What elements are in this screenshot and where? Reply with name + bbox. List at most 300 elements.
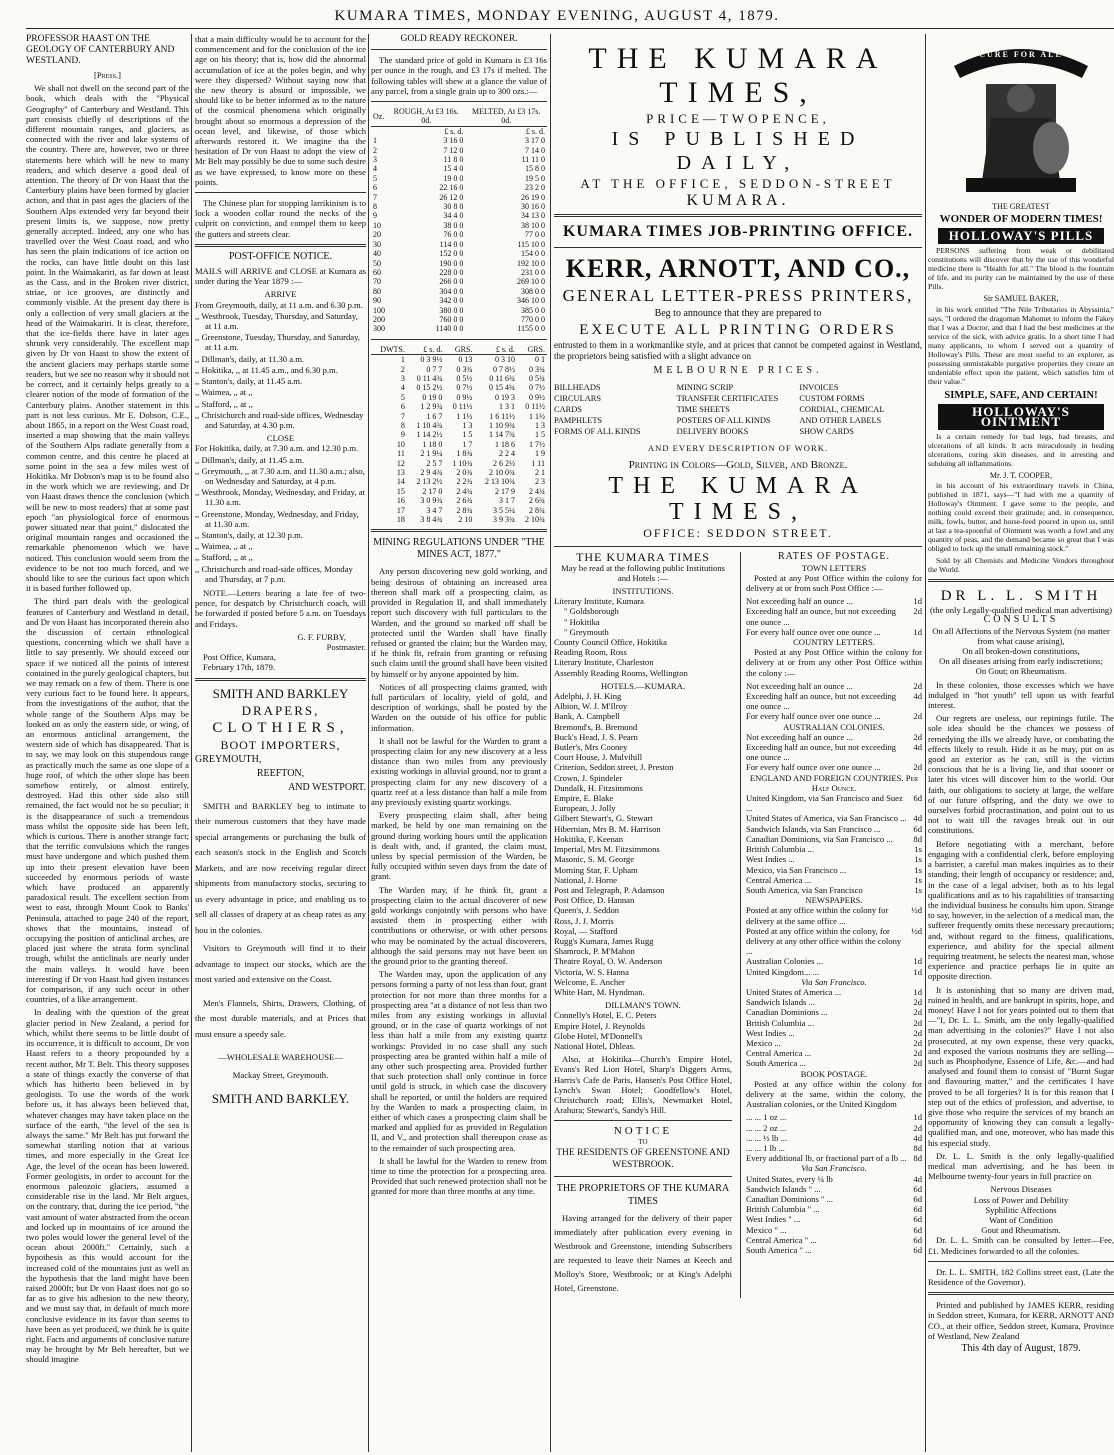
rate-value: 6d — [913, 1204, 922, 1215]
table-cell: 3 — [400, 373, 405, 383]
rate-value: 2d — [913, 1007, 922, 1018]
rate-value: 2d — [913, 711, 922, 722]
table-cell: 1 10 4¾ — [416, 421, 443, 431]
oz-table-body — [371, 136, 547, 334]
table-cell: 1 2 9¾ — [420, 402, 443, 412]
dwt-row — [371, 393, 547, 402]
hotel-item: Post Office, D. Hannan — [554, 895, 635, 906]
table-cell: 26 12 0 — [439, 192, 464, 202]
dr-paragraph: Dr. L. L. Smith is the only legally-qualified medical man advertising, and he has been in Melbourne twenty-four years in full practice on — [928, 1150, 1114, 1182]
hotel-item: Hokitika, F. Keenan — [554, 833, 624, 844]
institutions-heading: INSTITUTIONS. — [612, 586, 674, 597]
rate-label: Exceeding half an ounce, but not exceeding one ounce ... — [745, 606, 897, 627]
arrive-heading: ARRIVE — [264, 289, 297, 300]
table-cell: 2 8¾ — [456, 505, 473, 515]
column-1 — [26, 34, 189, 1452]
rate-value: 6d — [913, 1183, 922, 1194]
close-item: ,, Stafford, ,, at ,, — [195, 552, 253, 563]
printing-item: SHOW CARDS — [799, 427, 854, 437]
dwts-header: DWTS. — [371, 345, 407, 355]
mining-paragraph: Every prospecting claim shall, after being marked, be held by one man remaining on the ground during working hours until the application is dealt with, and, if granted, the claim must, unless by special permission of the Warden, be fully occupied within seven days from the date of grant. — [371, 810, 547, 882]
table-cell: 4 — [373, 164, 377, 174]
mining-paragraph: Notices of all prospecting claims granted, with full particulars of locality, yield of gold, and description of workings, shall be posted by the Warden on the outside of his office for public information. — [371, 681, 547, 733]
dwt-row — [371, 468, 547, 477]
table-cell: 2 0¾ — [456, 468, 473, 478]
hotel-item: Crown, J. Spindeler — [554, 772, 623, 783]
hotel-item: Theatre Royal, O. W. Anderson — [554, 956, 663, 967]
rate-value: 6d — [913, 1214, 922, 1225]
melbourne-prices: MELBOURNE PRICES. — [653, 365, 823, 376]
table-cell: 3 0 9¾ — [420, 496, 443, 506]
table-cell: 9 — [373, 211, 377, 221]
reckoner-title: GOLD READY RECKONER. — [400, 34, 518, 44]
printing-item: BILLHEADS — [554, 383, 601, 393]
post-office-note: NOTE.—Letters bearing a late fee of two-pence, for despatch by Christchurch coach, will be forwarded if posted before 5 a.m. on Tuesdays and Fridays. — [195, 587, 366, 629]
rate-value: ½d — [911, 905, 922, 916]
dr-paragraph: Our regrets are useless, our repinings futile. The sole idea should be the chances we possess of remedying the ills we already have, or combating the effects likely to result. Hide it as he may, put on as good an exterior as he can, still is the victim conscious that he is a living lie, and that sooner or later his vices will discover him to the world. Our faith, our obligations to society at large, the welfare of our future offspring, and the duty we owe to ourselves forbid procrastination, and point out to us not to wait till the ravages break out in our constitutions. — [928, 713, 1114, 836]
lsd-header: £ s. d. — [525, 126, 545, 136]
rate-row — [746, 987, 922, 997]
hotel-item: Queen's, J. Seddon — [554, 905, 620, 916]
letterpress-printers: GENERAL LETTER-PRESS PRINTERS, — [562, 286, 914, 305]
oz-row — [371, 306, 547, 315]
holloways-pills: HOLLOWAY'S PILLS — [938, 228, 1104, 244]
printing-colors: Printing in Colors—Gold, Silver, and Bronze. — [628, 459, 848, 472]
table-cell: 2 10 0¾ — [488, 468, 515, 478]
table-cell: 3 9 3¾ — [492, 515, 515, 525]
table-cell: 1 9 — [535, 449, 545, 459]
hotel-item: Bremond's, B. Bremond — [554, 721, 638, 732]
sb-clothiers: CLOTHIERS, — [212, 719, 349, 736]
baker-name: Sir SAMUEL BAKER, — [983, 294, 1059, 304]
rate-value: 1d — [913, 596, 922, 607]
hotel-item: Masonic, S. M. George — [554, 854, 635, 865]
table-cell: 1 3 — [535, 421, 545, 431]
table-cell: 26 19 0 — [521, 192, 545, 202]
divider — [195, 192, 366, 193]
hotel-item: Morning Star, F. Upham — [554, 864, 638, 875]
table-cell: 60 — [373, 267, 381, 277]
country-heading: COUNTRY LETTERS. — [793, 637, 875, 648]
rate-row — [746, 1133, 922, 1143]
dwt-row — [371, 430, 547, 439]
kt-title-2: THE KUMARA TIMES, — [608, 473, 868, 526]
close-item: ,, Christchurch and road-side offices, Monday and Thursday, at 7 p.m. — [195, 563, 353, 584]
column-rule — [191, 34, 192, 1452]
country-rates — [746, 681, 922, 722]
dwt-table — [371, 345, 547, 525]
town-heading: TOWN LETTERS — [801, 562, 867, 573]
mining-paragraph: The Warden may, if he think fit, grant a prospecting claim to the actual discoverer of new gold workings conjointly with persons who have assisted them in prospecting either with contributions or otherwise, or with other persons who may be nominated by the actual discoverers, although the said persons may not have been on the ground prior to the granting thereof. — [371, 884, 547, 966]
rate-row — [746, 1028, 922, 1038]
rate-label: Canadian Dominions " ... — [745, 1194, 834, 1204]
table-cell: 34 4 0 — [443, 211, 464, 221]
table-cell: 12 — [396, 458, 405, 468]
sb-address: Mackay Street, Greymouth. — [232, 1070, 329, 1081]
table-cell: 1140 0 0 — [435, 324, 464, 334]
rate-row — [746, 956, 922, 966]
table-cell: 11 8 0 — [443, 155, 464, 165]
table-cell: 0 15 2½ — [416, 383, 443, 393]
table-cell: 3 1 7 — [498, 496, 515, 506]
rate-row — [746, 711, 922, 721]
table-cell: 15 8 0 — [525, 164, 545, 174]
rate-value: 1s — [914, 884, 922, 895]
dwt-row — [371, 449, 547, 458]
table-cell: 30 16 0 — [521, 202, 545, 212]
rate-row — [746, 1245, 922, 1255]
divider — [195, 678, 366, 681]
article-paragraph: In dealing with the question of the great glacier period in New Zealand, a period for which, whilst there seems to be little doubt of its occurrence, it is difficult to account, Dr von Haast refers to a theory propounded by a recent author, Mr T. Belt. This theory supposes a state of things exactly the converse of that which has hitherto been believed in by geologists. To use the words of the work before us, it has always been believed that, whatever changes may have taken place on the surface of the earth, "the level of the sea is always the same." Mr Belt has put forward the somewhat startling notion that at various times, and more especially in the Great Ice Age, the level of the ocean has been lowered. Former geologists, in order to account for the enormous paleozoic glaciers, assumed a considerable rise in the land. Mr Belt argues, on the contrary, that, during the ice period, "the vast amount of water abstracted from the ocean and locked up in mountains of ice around the two poles would lower the general level of the ocean about 2000ft." Certainly, such a hypothesis as this would account for the increased cold of the mountains just as well as the hypothesis that the land might have been raised 2000ft; but Dr von Haast does not go so far as to give his adhesion to the new theory, and we must say that, in default of much more conclusive evidence in its favor than seems to have been as yet produced, we think he is quite right. Facts and arguments of conclusive nature may be brought by Mr Belt hereafter, but we should imagine — [26, 1007, 189, 1365]
printing-item: AND OTHER LABELS — [799, 416, 882, 426]
dr-paragraph: It is astonishing that so many are driven mad, ruined in health, and are bankrupt in spirits, hope, and money! Have I not for years pointed out to them that—"I, Dr. L. L. Smith, am the only legally-qualified man advertising in the colonies?" Have I not also prosecuted, at my own expense, these very quacks, and exposed the various nostrums they are selling—such as Phosphodyne, Essence of Life, &c.—and had analysed and found them to consist of "Burnt Sugar and flavouring matter," and the certificates I have proved to be all forgeries? It is for this reason that I step out of the ethics of profession, and advertise, to give those who require the services of my branch an opportunity of knowing they can consult a legally-qualified man, and one, moreover, who has made this his especial study. — [928, 984, 1114, 1148]
table-cell: 70 — [373, 277, 381, 287]
rate-label: United Kingdom... ... — [745, 966, 820, 977]
rate-row — [746, 875, 922, 885]
table-cell: 192 10 0 — [517, 258, 545, 268]
institution: Literary Institute, Charleston — [554, 657, 654, 668]
table-cell: 2 6¾ — [529, 496, 545, 506]
column-rule — [368, 34, 369, 1452]
rate-row — [746, 844, 922, 854]
column-rule — [550, 34, 551, 1452]
table-cell: 1 1½ — [456, 411, 473, 421]
dwt-row — [371, 477, 547, 486]
table-cell: 266 0 0 — [439, 277, 464, 287]
arrive-item: ,, Waimea, ,, at ,, — [195, 387, 253, 398]
table-cell: 0 11½ — [452, 402, 473, 412]
close-item: ,, Westbrook, Monday, Wednesday, and Friday, at 11.30 a.m. — [195, 487, 365, 508]
rate-value: 2d — [913, 1122, 922, 1133]
institution: Assembly Reading Rooms, Wellington — [554, 667, 688, 678]
oz-row — [371, 183, 547, 192]
rate-label: ... ... 2 oz ... — [745, 1122, 787, 1133]
oz-row — [371, 287, 547, 296]
article-continuation: that a main difficulty would be to account for the commencement and for the conclusion of the ice age on his theory; that is, how did the abnormal accumulation of ice at the poles begin, and why were they dispersed? Without saying now that the new theory is absurd or impossible, we should like to be better informed as to the nature of the cosmical phenomena which originally brought about so enormous a depression of the ocean level, and likewise, of those which afterwards restored it. We imagine tha the hesitation of Dr von Haast to adopt the view of Mr Belt may possibly be due to some such desire as we have expressed, to know more on these points. — [195, 34, 366, 187]
oz-row — [371, 155, 547, 164]
hotel-item: Bank, A. Campbell — [554, 711, 620, 722]
holloways-ointment: HOLLOWAY'S OINTMENT — [938, 404, 1104, 430]
melted-header: MELTED, At £3 17s. 0d. — [465, 107, 547, 126]
dr-address: Dr. L. L. SMITH, 182 Collins street east, (Late the Residence of the Governor). — [928, 1266, 1114, 1288]
rate-value: 1d — [913, 1112, 922, 1123]
column-rule — [925, 34, 926, 1452]
consults: CONSULTS — [983, 614, 1059, 626]
ointment-body: Is a certain remedy for bad legs, bad breasts, and ulcerations of all kinds. It acts miraculously in healing ulcerations, curing skin diseases, and in arresting and subduing all inflammations. — [928, 432, 1114, 469]
table-cell: 2 3 — [535, 477, 545, 487]
table-cell: 19 0 0 — [443, 173, 464, 183]
sb-visitors: Visitors to Greymouth will find it to their advantage to inspect our stocks, which are the most varied and extensive on the Coast. — [195, 943, 366, 985]
kt-kumara: KUMARA. — [686, 192, 790, 209]
institution: Literary Institute, Kumara — [554, 596, 644, 607]
article-paragraph: The third part deals with the geological features of Canterbury and Westland in detail, and Dr von Haast has incorporated therein also the discussion of certain ethnological questions, concerning which we shall have a little to say presently. We should exceed our space if we noticed all the points of interest contained in the purely geological chapters, but we may remark on a few of them. There is one very curious fact to be found here. It appears, from the investigations of the author, that the whole range of the Southern Alps may be looked on as only the eastern side, or wing, of an enormous anticlinal arrangement, the western side of which has disappeared. That is to say, we may look on this stupendous range as practically much the same as one slope of a huge roof, of which the other slope has been somehow entirely, or almost entirely, destroyed. Had this other side also still remained, the fact would not be so peculiar; it is the disappearance of such a tremendous mass whilst the opposite side has been left, which is curious. There is another strange fact; that the terrific convulsions which the ranges must have undergone and which pushed them up into their present elevation have been succeeded by enormous periods of waste which have produced an apparently paradoxical result. The excellent section from west to east, through Mount Cook to Banks' Peninsula, attached to page 240 of the report, shows that the mountains, instead of occupying the position of anticlinal arches, are placed just where the strata form synclinal trough, whilst the anticlinals are nearly under the main valleys. It would have been interesting if Dr von Haast had given instances for comparison, if any such occur in other countries, of a like arrangement. — [26, 596, 189, 1005]
hotel-item: National, J. Horne — [554, 874, 618, 885]
rate-label: United States of America, via San Francisco ... — [745, 813, 907, 824]
table-cell: 8 — [373, 202, 377, 212]
table-cell: 300 — [373, 324, 385, 334]
table-cell: 2 9 4¾ — [420, 468, 443, 478]
every-description: AND EVERY DESCRIPTION OF WORK. — [647, 443, 829, 454]
table-cell: 77 0 0 — [525, 230, 545, 240]
table-cell: 304 0 0 — [439, 286, 464, 296]
rate-value: 4d — [913, 691, 922, 702]
table-cell: 2 1 9¼ — [420, 449, 443, 459]
table-cell: 15 4 0 — [443, 164, 464, 174]
sb-boot: BOOT IMPORTERS, — [220, 737, 341, 752]
table-cell: 14 — [396, 477, 405, 487]
oz-row — [371, 249, 547, 258]
rate-label: British Columbia ... — [745, 1017, 815, 1028]
arrive-item: ,, Hokitika, ,, at 11.45 a.m., and 6.30 p.m. — [195, 364, 338, 375]
arrive-item: ,, Greenstone, Tuesday, Thursday, and Saturday, at 11 a.m. — [195, 332, 361, 353]
dr-paragraph: Before negotiating with a merchant, before engaging with a confidential clerk, before employing a barrister, a careful man makes inquiries as to their standing, their length of occupancy or residence; and, in the case of a legal adviser, both as to his legal qualifications and as to his capabilities of transacting the individual business he consults him upon. Strange to say, however, in the selection of a medical man, the sufferer frequently omits these necessary precautions; and, without regard to the fitness, qualifications, experience, and ability for the special ailment requiring treatment, he selects the nearest man, whose experience and practice perhaps lie in quite an opposite direction. — [928, 838, 1114, 982]
rates-heading: RATES OF POSTAGE. — [777, 551, 891, 563]
hotel-item: Victoria, W. S. Hanna — [554, 966, 629, 977]
table-cell: 2 13 2½ — [416, 477, 443, 487]
dr-list-item: Gout and Rheumatism. — [981, 1225, 1061, 1236]
proprietors-body: Having arranged for the delivery of their paper immediately after publication every evening in Westbrook and Greenstone, intending Subscribers are requested to leave their Names at Keech and Molloy's Store, Westbrook; or at King's Adelphi Hotel, Greenstone. — [554, 1212, 732, 1293]
smith-barkley-title: SMITH AND BARKLEY — [212, 685, 349, 701]
table-cell: 1 18 0 — [422, 439, 443, 449]
table-cell: 0 15 4¾ — [488, 383, 515, 393]
table-cell: 1 8¾ — [456, 449, 473, 459]
hotel-item: Hibernian, Mrs B. M. Harrison — [554, 823, 661, 834]
table-cell: 5 — [400, 392, 405, 402]
rate-row — [746, 1214, 922, 1224]
rate-value: 4d — [913, 1173, 922, 1184]
rate-row — [746, 1112, 922, 1122]
dwt-row — [371, 355, 547, 365]
divider — [371, 339, 547, 340]
rate-row — [746, 967, 922, 977]
pills-body: PERSONS suffering from weak or debilitated constitutions will discover that by the use of this wonderful medicine there is "Health for all." The blood is the fountain of life, and its purity can be maintained by the use of these Pills. — [928, 246, 1114, 292]
divider — [371, 101, 547, 102]
table-cell: 2 17 0 — [422, 486, 443, 496]
close-item: ,, Greymouth, ,, at 7.30 a.m. and 11.30 a.m.; also, on Wednesday and Saturday, at 4 p.m. — [195, 465, 365, 486]
printing-item: PAMPHLETS — [554, 416, 603, 426]
news-heading: NEWSPAPERS. — [805, 895, 863, 906]
table-cell: 200 — [373, 314, 385, 324]
rate-row — [746, 834, 922, 844]
table-cell: 2 — [373, 145, 377, 155]
rate-value: 4d — [913, 1132, 922, 1143]
postmaster-title: Postmaster. — [326, 641, 366, 652]
rate-label: Posted at any office within the colony, for delivery at any other office within the colony ... — [745, 925, 902, 957]
rate-row — [746, 1184, 922, 1194]
table-cell: 76 0 0 — [443, 230, 464, 240]
table-cell: 0 7½ — [456, 383, 473, 393]
table-cell: 10 — [373, 220, 381, 230]
oz-row — [371, 296, 547, 305]
table-cell: 1 5 — [462, 430, 473, 440]
table-cell: 231 0 0 — [521, 267, 545, 277]
table-cell: 1 — [373, 136, 377, 146]
printing-item: CIRCULARS — [554, 394, 602, 404]
rate-label: Central America ... — [745, 874, 812, 885]
sb-westport: AND WESTPORT. — [288, 781, 366, 793]
eng-heading: ENGLAND AND FOREIGN COUNTRIES. Per Half Ounce. — [749, 772, 919, 793]
table-cell: 342 0 0 — [439, 296, 464, 306]
rate-label: South America ... — [745, 1058, 806, 1069]
rate-label: Not exceeding half an ounce ... — [745, 731, 853, 742]
news-rates — [746, 905, 922, 976]
table-cell: 0 13 — [458, 355, 473, 365]
rate-value: 1s — [914, 874, 922, 885]
rate-value: 1d — [913, 986, 922, 997]
table-cell: 30 8 0 — [443, 202, 464, 212]
table-cell: 4 — [400, 383, 405, 393]
arrive-item: ,, Christchurch and road-side offices, Wednesday and Saturday, at 4.30 p.m. — [195, 409, 364, 430]
read-subtitle: May be read at the following public Institutions and Hotels :— — [561, 562, 725, 583]
arrive-item: ,, Stanton's, daily, at 11.45 a.m. — [195, 376, 303, 387]
execute-orders: EXECUTE ALL PRINTING ORDERS — [579, 322, 897, 338]
press-credit: [Press.] — [94, 70, 121, 80]
close-item: ,, Greenstone, Monday, Wednesday, and Friday, at 11.30 a.m. — [195, 508, 359, 529]
rate-label: Sandwich Islands " ... — [745, 1183, 821, 1194]
rate-label: Central America " ... — [745, 1234, 817, 1245]
table-cell: 2 2¾ — [456, 477, 473, 487]
rate-row — [746, 1007, 922, 1017]
divider — [928, 579, 1114, 582]
rate-value: 8d — [913, 1142, 922, 1153]
dr-list-item: Loss of Power and Debility — [973, 1194, 1069, 1205]
rate-label: Sandwich Islands ... — [745, 997, 815, 1008]
rate-row — [746, 1058, 922, 1068]
vsf2-rates — [746, 1174, 922, 1256]
table-cell: 1 14 2½ — [416, 430, 443, 440]
oz-row — [371, 277, 547, 286]
rate-label: West Indies ... — [745, 854, 795, 865]
oz-row — [371, 164, 547, 173]
rate-value: 2d — [913, 606, 922, 617]
rate-label: Australian Colonies ... — [745, 956, 824, 967]
arrive-item: ,, Westbrook, Tuesday, Thursday, and Saturday, at 11 a.m. — [195, 310, 358, 332]
printing-item: CUSTOM FORMS — [799, 394, 865, 404]
book-heading: BOOK POSTAGE. — [800, 1068, 868, 1079]
proprietors-heading: THE PROPRIETORS OF THE KUMARA TIMES — [556, 1182, 730, 1207]
rate-label: Sandwich Islands, via San Francisco ... — [745, 823, 881, 834]
divider — [554, 247, 922, 248]
rate-row — [746, 1153, 922, 1163]
rate-label: For every half ounce over one ounce ... — [745, 711, 881, 722]
table-cell: 7 12 0 — [443, 145, 464, 155]
table-cell: 2 5 7 — [426, 458, 443, 468]
mining-paragraph: It shall not be lawful for the Warden to grant a prospecting claim for any new discovery at a less distance than two miles from any previously existing workings in alluvial ground, nor to grant a prospecting claim for any new discovery of a quartz reef at a less distance than half a mile from any previously existing quartz workings. — [371, 735, 547, 807]
table-cell: 154 0 0 — [521, 249, 545, 259]
table-cell: 50 — [373, 258, 381, 268]
dwt-row — [371, 374, 547, 383]
table-cell: 34 13 0 — [521, 211, 545, 221]
rate-value: 2d — [913, 1017, 922, 1028]
reckoner-intro: The standard price of gold in Kumara is £3 16s per ounce in the rough, and £3 17s if melted. The following tables will shew at a glance the value of any parcel, from a single grain up to 300 ozs.:— — [371, 55, 547, 96]
vsf-rates — [746, 987, 922, 1069]
hotel-item: Ross, J. J. Morris — [554, 915, 614, 926]
kerr-beg: Beg to announce that they are prepared to — [654, 308, 822, 319]
post-office-date: February 17th, 1879. — [203, 662, 276, 673]
printing-item: CARDS — [554, 405, 582, 415]
rate-row — [746, 1123, 922, 1133]
rate-value: 2d — [913, 1048, 922, 1059]
table-cell: 0 5¾ — [529, 373, 545, 383]
sb-body: SMITH and BARKLEY beg to intimate to their numerous customers that they have made special arrangements or purchasing the bulk of each season's stock in the English and Scotch Markets, and are now receiving regular direct shipments from manufactory stocks, securing to us every advantage in price, and enabling us to sell all classes of drapery at as cheap rates as any hou in the colonies. — [195, 800, 366, 935]
rate-value: 1d — [913, 626, 922, 637]
oz-row — [371, 211, 547, 220]
oz-row — [371, 315, 547, 324]
table-cell: 1 7 — [462, 439, 473, 449]
dr-list-item: Want of Condition — [989, 1215, 1053, 1225]
dr-list-item: Nervous Diseases — [990, 1184, 1052, 1195]
rate-value: 2d — [913, 762, 922, 773]
rate-label: Not exceeding half an ounce ... — [745, 680, 853, 691]
table-cell: 0 5½ — [456, 373, 473, 383]
table-cell: 1 3 1 — [498, 402, 515, 412]
rate-label: For every half ounce over one ounce ... — [745, 762, 881, 773]
hotel-item: Butler's, Mrs Cooney — [554, 742, 628, 753]
lsd-header: £ s. d. — [444, 126, 464, 136]
rate-row — [746, 681, 922, 691]
table-cell: 1 — [400, 355, 405, 365]
close-item: For Hokitika, daily, at 7.30 a.m. and 12.30 p.m. — [195, 443, 359, 454]
divider — [554, 1120, 732, 1121]
rate-value: 1s — [914, 844, 922, 855]
engraving-image — [946, 38, 1096, 198]
dwt-row — [371, 365, 547, 374]
dillmans-heading: DILLMAN'S TOWN. — [605, 1000, 681, 1011]
rate-label: West Indies ... — [745, 1027, 795, 1038]
printing-item: INVOICES — [799, 383, 839, 393]
dwt-row — [371, 459, 547, 468]
table-cell: 5 — [373, 173, 377, 183]
article-paragraph: We shall not dwell on the second part of the book, which deals with the "Physical Geography" of Canterbury and Westland. This part consists chiefly of descriptions of the different mountain ranges, and glaciers, as connected with the river and lake systems of the country. There are, however, two or three statements here which will be new to many readers, and which deserve a good deal of attention. The theory of Dr von Haast that the Canterbury plains have been formed by glacier action, and that in past ages the glaciers of the Southern Alps extended very far beyond their present limits is, we suppose, now pretty generally accepted. Indeed, any one who has travelled over the West Coast road, and who has seen the plain indications of ice action on the rocks, can have little doubt on this last point. In the Waimakariri, as far down at least as the Cass, and in the Broken river district, striae, or ice grooves, are distinctly and commonly visible. At the present day there is only a collection of very small glaciers at the head of the Waimakariri. It is clear, therefore, that the ice-fields there have in later ages shrunk very considerably. The excellent map given by Dr von Haast to show the extent of the ancient glaciers may perhaps startle some readers, but we see no reason why it should not be correct, and it certainly helps greatly to a clearer notion of the mode of formation of the Canterbury plains. Another statement in this part is not less curious. Mr E. Dobson, C.E., about 1865, in a report on the West Coast road, inserted a map showing that the main valleys of the Southern Alps radiate generally from a common centre, and this centre he placed at some point in the sea a few miles west of Hokitika. Mr Dobson's map is to be found also in the work which we are reviewing, and Dr von Haast draws thence the conclusion (which will be new to most readers) that at some past epoch "an physiological force of enormous power situated near that point," dislocated the original mountain ranges and occasioned the remarkable phenomenon which we have noticed. This conclusion would seem from the evidence to be not too much forced, and we should like to see the curious fact upon which it is based further followed up. — [26, 83, 189, 594]
rate-value: 2d — [913, 997, 922, 1008]
table-cell: 760 0 0 — [439, 314, 464, 324]
table-cell: 770 0 0 — [521, 314, 545, 324]
rate-label: Central America ... — [745, 1048, 812, 1059]
oz-row — [371, 202, 547, 211]
hotel-item: Shamrock, P. M'Mahon — [554, 946, 635, 957]
hotel-item: Adelphi, J. H. King — [554, 691, 622, 702]
table-cell: 13 — [396, 468, 405, 478]
table-cell: 308 0 0 — [521, 286, 545, 296]
rates-of-postage — [740, 552, 922, 1297]
table-cell: 0 3¾ — [529, 364, 545, 374]
hotel-item: Buck's Head, J. S. Pearn — [554, 731, 638, 742]
table-cell: 2 10¾ — [525, 515, 545, 525]
table-cell: 1 11 — [531, 458, 545, 468]
table-cell: 0 7½ — [529, 383, 545, 393]
country-intro: Posted at any Post Office within the colony for delivery at or from any other Post Office within the colony :— — [745, 647, 922, 678]
dillmans-hotel: National Hotel, Dhleas. — [554, 1040, 636, 1051]
rate-value: 1s — [914, 854, 922, 865]
printing-item: TIME SHEETS — [676, 405, 730, 415]
table-cell: 18 — [396, 515, 405, 525]
rate-row — [746, 1225, 922, 1235]
table-cell: 19 5 0 — [525, 173, 545, 183]
rate-value: 2d — [913, 1037, 922, 1048]
rate-label: United Kingdom, via San Francisco and Suez ... — [745, 793, 903, 814]
rate-row — [746, 926, 922, 957]
table-cell: 3 — [373, 155, 377, 165]
table-cell: 3 16 0 — [443, 136, 464, 146]
rate-label: West Indies " ... — [745, 1214, 801, 1225]
cooper-name: Mr. J. T. COOPER, — [989, 471, 1053, 481]
table-cell: 2 6 2½ — [492, 458, 515, 468]
dwt-row — [371, 412, 547, 421]
book-intro: Posted at any office within the colony for delivery at the same, within the colony, the Australian colonies, or the United Kingdom — [745, 1078, 922, 1110]
imprint-date: This 4th day of August, 1879. — [961, 1343, 1081, 1355]
town-rates — [746, 596, 922, 637]
close-item: ,, Stanton's, daily, at 12.30 p.m. — [195, 529, 303, 540]
